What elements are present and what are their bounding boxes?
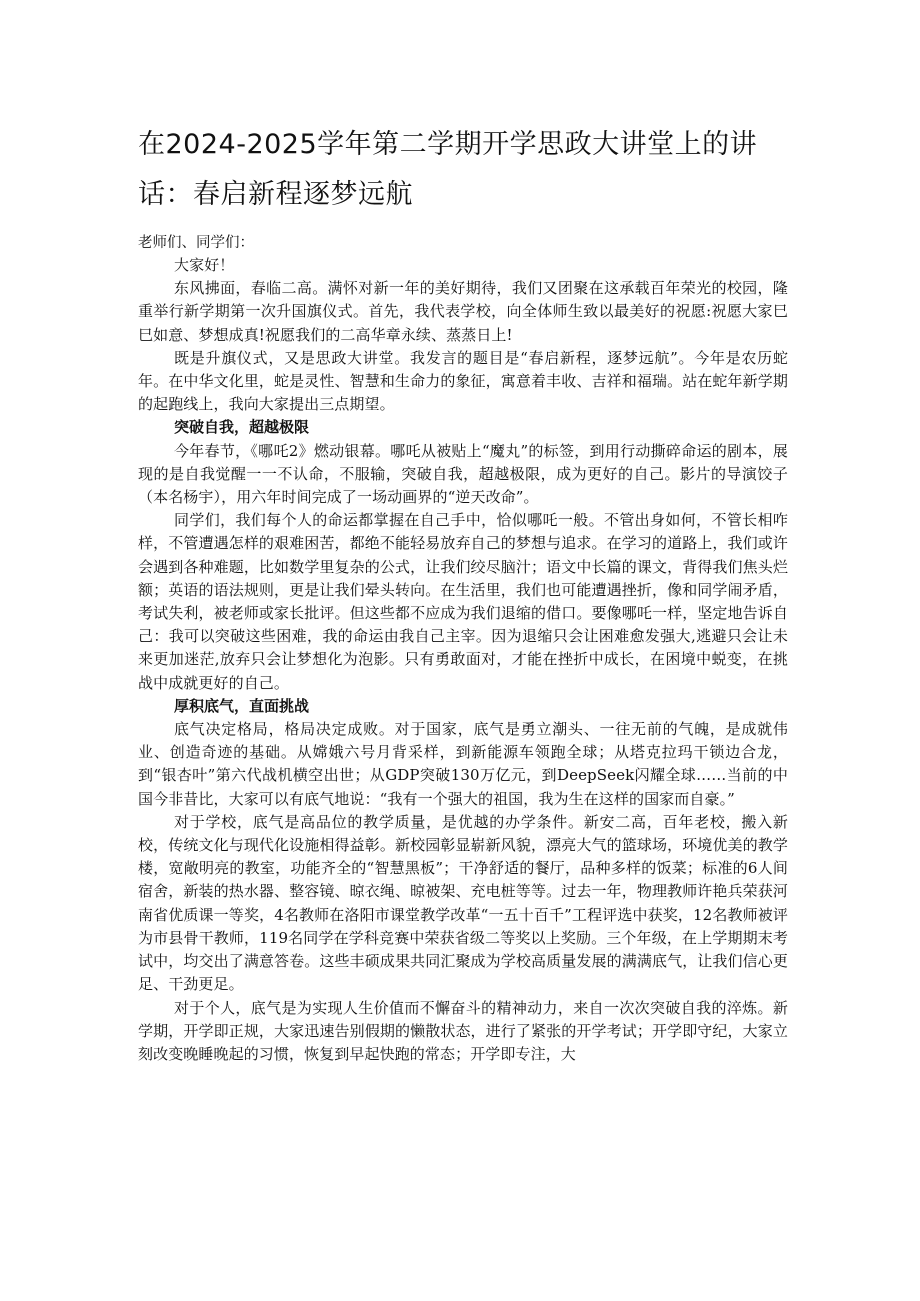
title-line-1: 在2024-2025学年第二学期开学思政大讲堂上的讲 [138,129,758,160]
document-title [138,120,788,220]
intro-paragraph: 既是升旗仪式，又是思政大讲堂。我发言的题目是“春启新程，逐梦远航”。今年是农历蛇年。在中华文化里，蛇是灵性、智慧和生命力的象征，寓意着丰收、吉祥和福瑞。站在蛇年新学期的起跑线上，我向大家提出三点期望。 [138,348,788,414]
section-paragraph: 同学们，我们每个人的命运都掌握在自己手中，恰似哪吒一般。不管出身如何，不管长相咋样，不管遭遇怎样的艰难困苦，都绝不能轻易放弃自己的梦想与追求。在学习的道路上，我们或许会遇到各种难题，比如数学里复杂的公式，让我们绞尽脑汁；语文中长篇的课文，背得我们焦头烂额；英语的语法规则，更是让我们晕头转向。在生活里，我们也可能遭遇挫折，像和同学闹矛盾，考试失利，被老师或家长批评。但这些都不应成为我们退缩的借口。要像哪吒一样，坚定地告诉自己：我可以突破这些困难，我的命运由我自己主宰。因为退缩只会让困难愈发强大,逃避只会让未来更加迷茫,放弃只会让梦想化为泡影。只有勇敢面对，才能在挫折中成长，在困境中蜕变，在挑战中成就更好的自己。 [138,511,788,692]
opening-greeting: 大家好！ [174,256,235,274]
section-heading: 厚积底气，直面挑战 [174,696,310,715]
salutation: 老师们、同学们： [138,235,254,251]
section-paragraph: 今年春节，《哪吒2》燃动银幕。哪吒从被贴上“魔丸”的标签，到用行动撕碎命运的剧本，展现的是自我觉醒一一不认命，不服输，突破自我，超越极限，成为更好的自己。影片的导演饺子（本名杨宇），用六年时间完成了一场动画界的“逆天改命”。 [138,441,788,507]
section-heading: 突破自我，超越极限 [174,418,310,437]
section-paragraph: 底气决定格局，格局决定成败。对于国家，底气是勇立潮头、一往无前的气魄，是成就伟业、创造奇迹的基础。从嫦娥六号月背采样，到新能源车领跑全球；从塔克拉玛干锁边合龙，到“银杏叶”第六代战机横空出世；从GDP突破130万亿元，到DeepSeek闪耀全球……当前的中国今非昔比，大家可以有底气地说：“我有一个强大的祖国，我为生在这样的国家而自豪。” [138,720,788,808]
document-page [138,120,788,1066]
section-paragraph: 对于个人，底气是为实现人生价值而不懈奋斗的精神动力，来自一次次突破自我的淬炼。新学期，开学即正规，大家迅速告别假期的懒散状态，进行了紧张的开学考试；开学即守纪，大家立刻改变晚睡晚起的习惯，恢复到早起快跑的常态；开学即专注，大 [138,998,788,1063]
title-line-2: 话：春启新程逐梦远航 [138,179,413,210]
intro-paragraph: 东风拂面，春临二高。满怀对新一年的美好期待，我们又团聚在这承载百年荣光的校园，隆重举行新学期第一次升国旗仪式。首先，我代表学校，向全体师生致以最美好的祝愿:祝愿大家巳巳如意、梦想成真!祝愿我们的二高华章永续、蒸蒸日上! [138,279,788,344]
section-paragraph: 对于学校，底气是高品位的教学质量，是优越的办学条件。新安二高，百年老校，搬入新校，传统文化与现代化设施相得益彰。新校园彰显崭新风貌，漂亮大气的篮球场，环境优美的教学楼，宽敞明亮的教室，功能齐全的“智慧黑板”；干净舒适的餐厅，品种多样的饭菜；标准的6人间宿舍，新装的热水器、整容镜、晾衣绳、晾被架、充电桩等等。过去一年，物理教师许艳兵荣获河南省优质课一等奖，4名教师在洛阳市课堂教学改革“一五十百千”工程评选中获奖，12名教师被评为市县骨干教师，119名同学在学科竞赛中荣获省级二等奖以上奖励。三个年级，在上学期期末考试中，均交出了满意答卷。这些丰硕成果共同汇聚成为学校高质量发展的满满底气，让我们信心更足、干劲更足。 [138,812,788,994]
